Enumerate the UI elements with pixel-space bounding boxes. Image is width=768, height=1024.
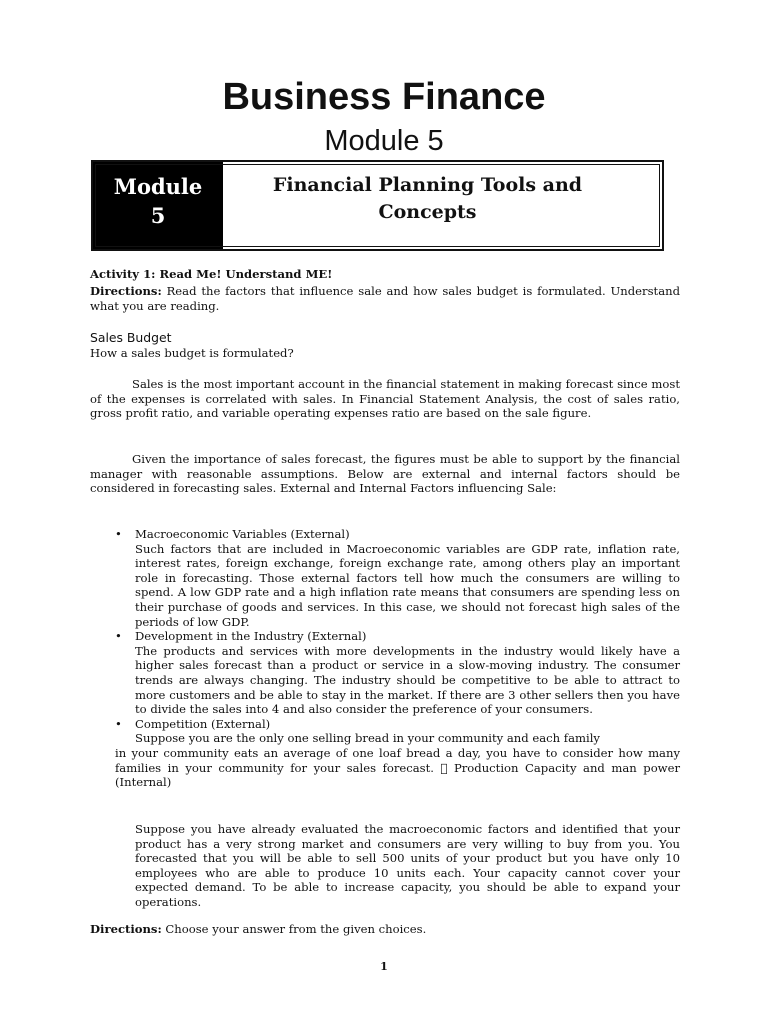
bullet-icon: •: [115, 716, 122, 731]
module-header-box: [91, 160, 664, 251]
factor-item-industry: [90, 629, 680, 717]
factor-description-lead: Suppose you are the only one selling bread in your community and each family: [135, 731, 600, 746]
factor-heading: [90, 629, 680, 644]
bullet-icon: •: [115, 629, 122, 644]
factor-title: Development in the Industry (External): [135, 629, 367, 644]
factor-title: Macroeconomic Variables (External): [135, 527, 350, 541]
document-title: Business Finance: [222, 76, 546, 118]
factor-description-continued: in your community eats an average of one loaf bread a day, you have to consider how many families in your community for your sales forecast. Production Capacity and man power (Internal): [115, 745, 680, 790]
module-heading-line2: Concepts: [378, 201, 477, 223]
factor-heading: [90, 717, 680, 732]
activity-title: [90, 267, 680, 282]
module-label-line2: 5: [150, 203, 166, 228]
activity-directions-text: Read the factors that influence sale and how sales budget is formulated. Understand what you are reading.: [90, 284, 680, 313]
module-label-line1: Module: [113, 174, 203, 199]
factor-description: The products and services with more developments in the industry would likely have a higher sales forecast than a product or service in a slow-moving industry. The consumer trends are always changing. The industry should be competitive to be able to attract to more customers and be able to stay in the market. If there are 3 other sellers then you have to divide the sales into 4 and also consider the preference of your consumers.: [135, 643, 680, 717]
capacity-paragraph: Suppose you have already evaluated the macroeconomic factors and identified that your product has a very strong market and consumers are very willing to buy from you. You forecasted that you will be able to sell 500 units of your product but you have only 10 employees who are able to produce 10 units each. Your capacity cannot cover your expected demand. To be able to increase capacity, you should be able to expand your operations.: [135, 822, 680, 909]
final-directions: [90, 922, 680, 937]
factor-list: [90, 527, 680, 790]
final-directions-text: Choose your answer from the given choices.: [161, 922, 427, 936]
activity-directions: [90, 284, 680, 313]
page-number: 1: [380, 960, 388, 973]
activity-title-text: Activity 1: Read Me! Understand ME!: [90, 267, 333, 281]
factor-title: Competition (External): [135, 716, 271, 731]
document-subtitle: Module 5: [324, 125, 444, 157]
factor-item-macroeconomic: [90, 527, 680, 629]
final-directions-label: Directions:: [90, 922, 162, 936]
sales-budget-heading: Sales Budget: [90, 330, 172, 345]
bullet-icon: •: [115, 527, 122, 541]
module-heading-line1: Financial Planning Tools and: [272, 174, 583, 196]
factor-heading: [90, 527, 680, 542]
activity-directions-label: Directions:: [90, 284, 162, 298]
factor-item-competition: [90, 717, 680, 790]
sales-budget-question: How a sales budget is formulated?: [90, 346, 294, 360]
sales-budget-paragraph-2: Given the importance of sales forecast, the figures must be able to support by the financial manager with reasonable assumptions. Below are external and internal factors should be considered in forecasting sales. External and Internal Factors influencing Sale:: [90, 452, 680, 496]
module-label-block: [93, 162, 223, 249]
factor-description: Such factors that are included in Macroeconomic variables are GDP rate, inflation rate, interest rates, foreign exchange, foreign exchange rate, among others play an important role in forecasting. Those external factors tell how much the consumers are willing to spend. A low GDP rate and a high inflation rate means that consumers are spending less on their purchase of goods and services. In this case, we should not forecast high sales of the periods of low GDP.: [135, 541, 680, 629]
sales-budget-paragraph-1: Sales is the most important account in the financial statement in making forecast since most of the expenses is correlated with sales. In Financial Statement Analysis, the cost of sales ratio, gross profit ratio, and variable operating expenses ratio are based on the sale figure.: [90, 377, 680, 421]
module-heading: [223, 162, 662, 249]
